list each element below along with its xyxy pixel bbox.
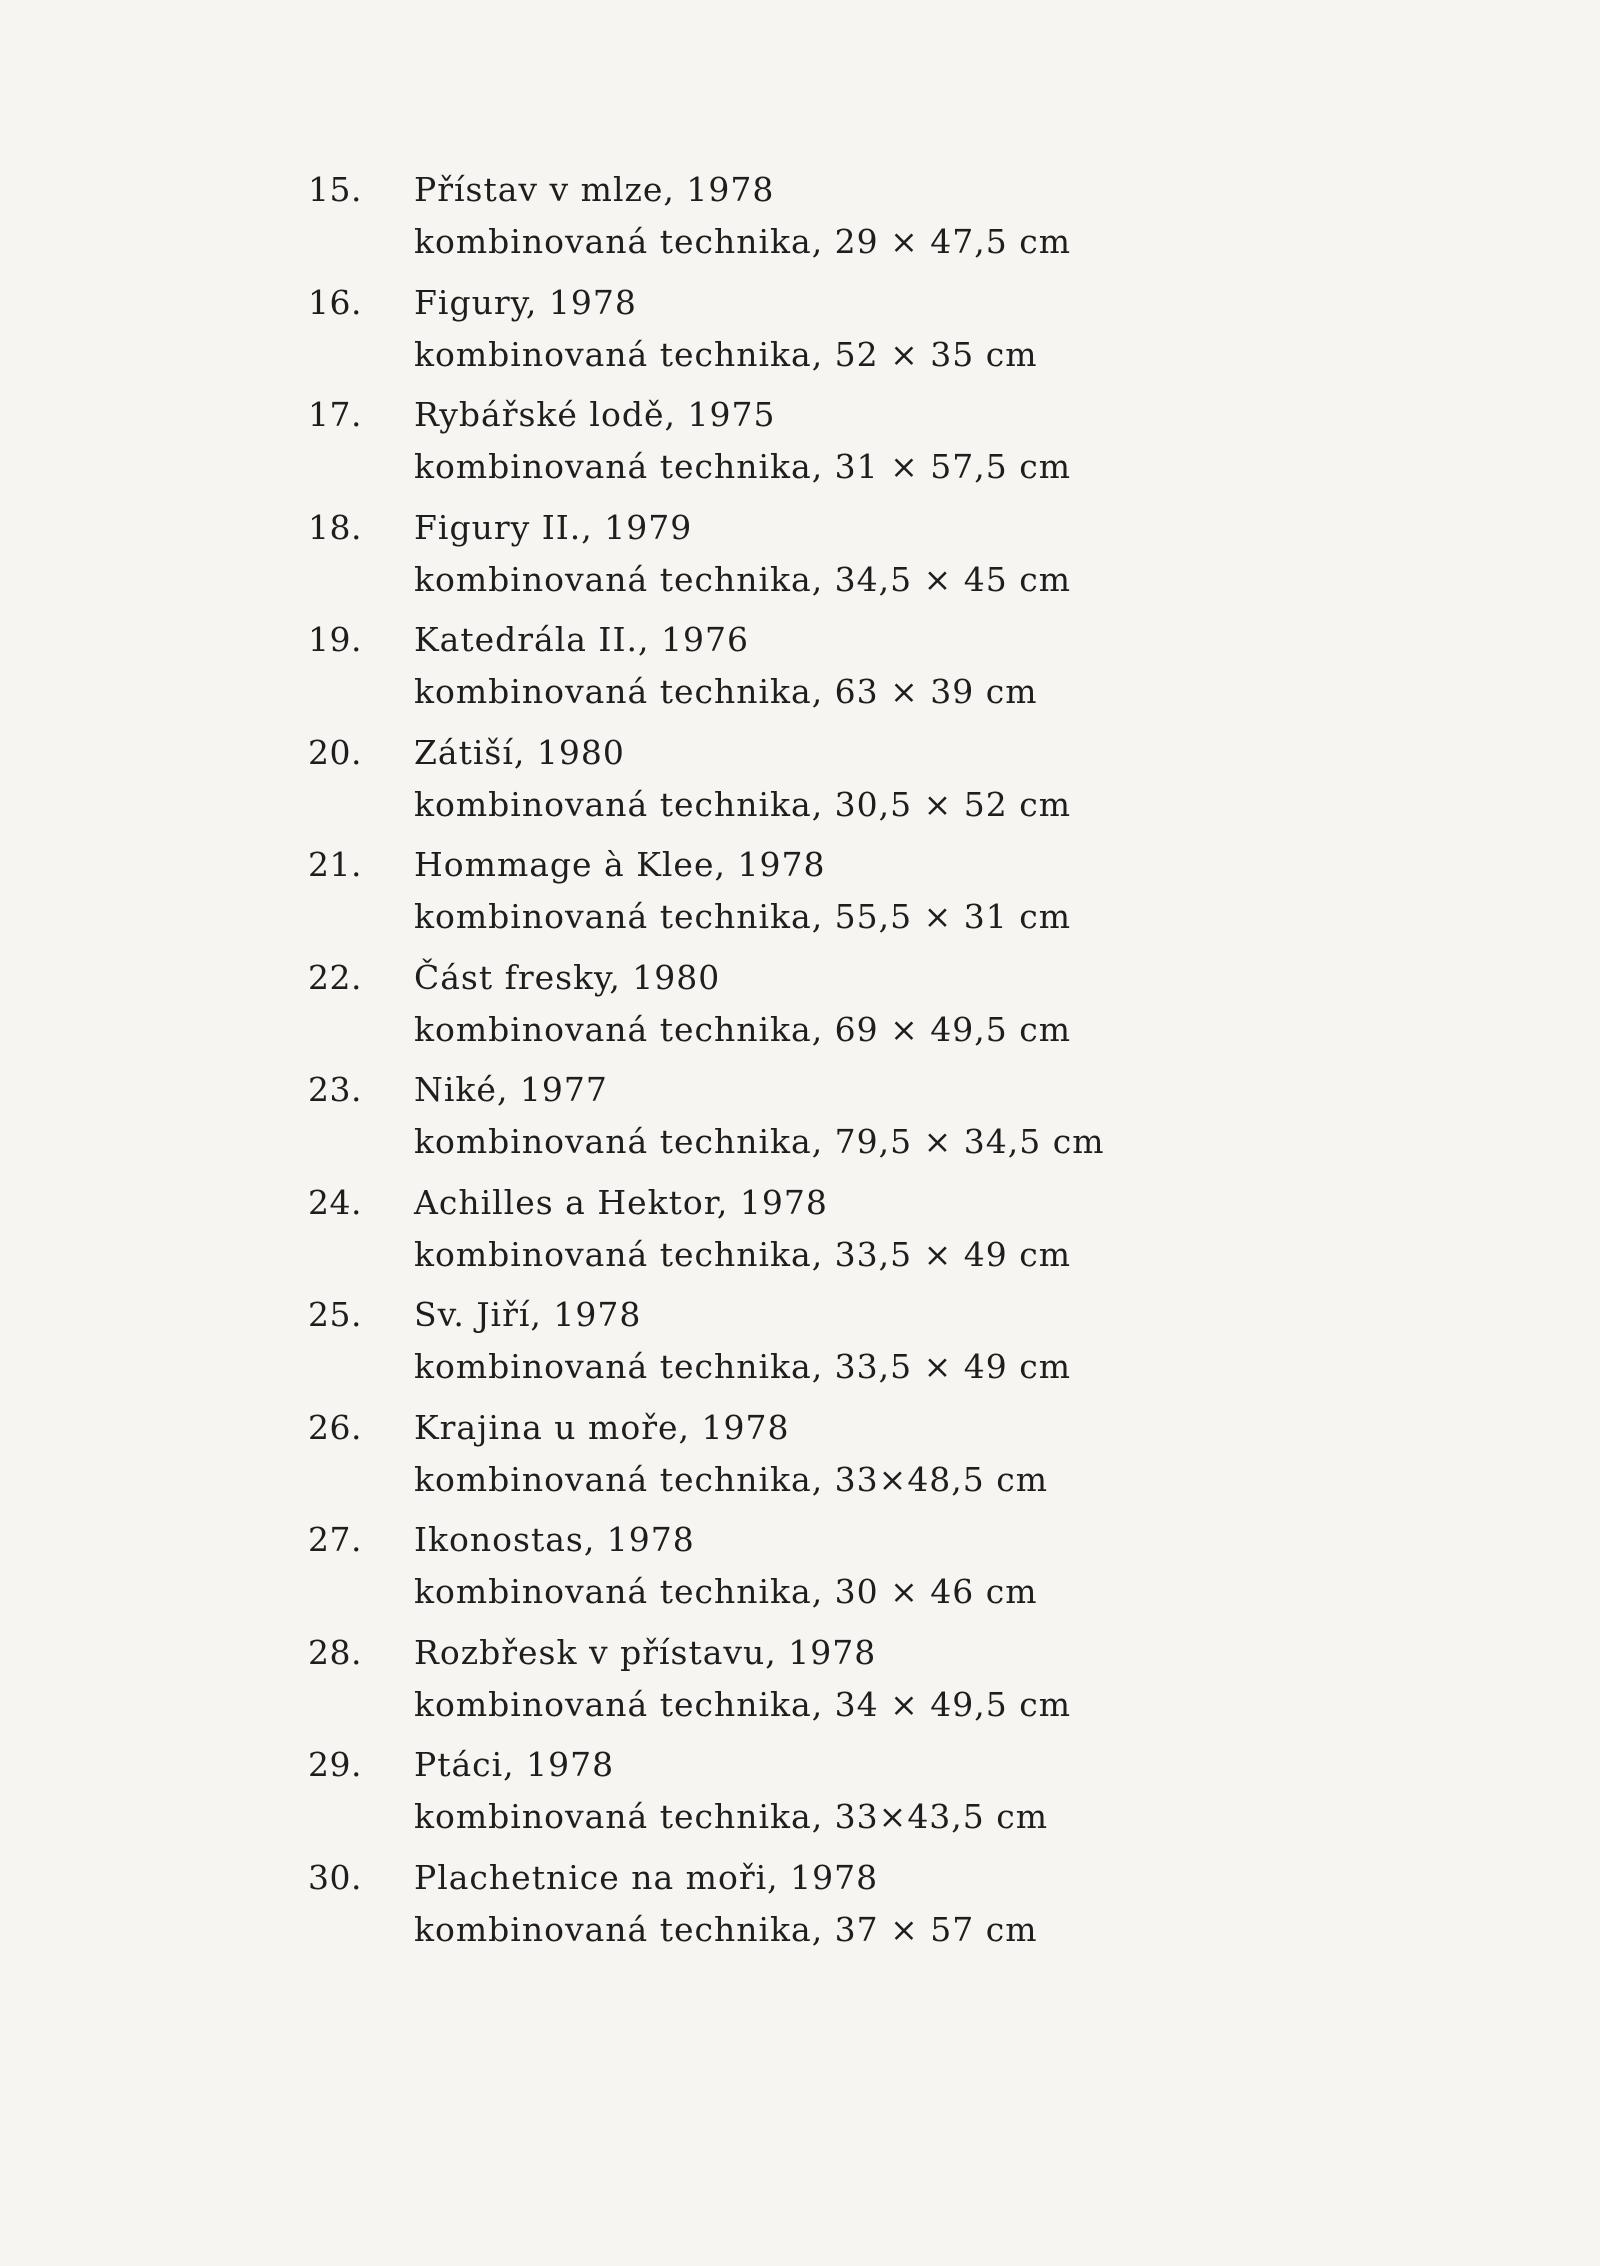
entry-details: kombinovaná technika, 63 × 39 cm (414, 672, 1038, 711)
entry-details: kombinovaná technika, 29 × 47,5 cm (414, 222, 1072, 261)
entry-details: kombinovaná technika, 31 × 57,5 cm (414, 447, 1072, 486)
entry-number: 25. (308, 1295, 362, 1334)
entry-title: Zátiší, 1980 (414, 732, 625, 772)
entry-title: Figury, 1978 (414, 282, 637, 322)
entry-details: kombinovaná technika, 34,5 × 45 cm (414, 559, 1072, 599)
list-item (308, 1403, 1208, 1516)
entry-number: 28. (308, 1632, 362, 1672)
list-item (308, 953, 1208, 1066)
entry-details: kombinovaná technika, 33×43,5 cm (414, 1797, 1049, 1836)
entry-number: 19. (308, 620, 362, 659)
entry-details: kombinovaná technika, 55,5 × 31 cm (414, 897, 1072, 936)
entry-details: kombinovaná technika, 33,5 × 49 cm (414, 1347, 1072, 1386)
entry-details: kombinovaná technika, 33×48,5 cm (414, 1459, 1049, 1499)
entry-title: Ikonostas, 1978 (414, 1520, 695, 1559)
entry-title: Část fresky, 1980 (414, 957, 721, 997)
list-item (308, 1290, 1208, 1403)
entry-number: 30. (308, 1857, 362, 1897)
entry-title: Achilles a Hektor, 1978 (414, 1182, 828, 1222)
entry-number: 26. (308, 1407, 362, 1447)
entry-number: 24. (308, 1182, 362, 1222)
entry-number: 23. (308, 1070, 362, 1109)
entry-number: 22. (308, 957, 362, 997)
list-item (308, 1853, 1208, 1966)
list-item (308, 615, 1208, 728)
entry-number: 16. (308, 282, 362, 322)
artwork-list (308, 165, 1208, 1965)
list-item (308, 1065, 1208, 1178)
entry-title: Figury II., 1979 (414, 507, 693, 547)
list-item (308, 840, 1208, 953)
entry-title: Rozbřesk v přístavu, 1978 (414, 1632, 877, 1672)
entry-details: kombinovaná technika, 30 × 46 cm (414, 1572, 1038, 1611)
entry-number: 21. (308, 845, 362, 884)
list-item (308, 1740, 1208, 1853)
list-item (308, 503, 1208, 616)
list-item (308, 278, 1208, 391)
entry-title: Hommage à Klee, 1978 (414, 845, 826, 884)
list-item (308, 1178, 1208, 1291)
entry-title: Krajina u moře, 1978 (414, 1407, 790, 1447)
entry-details: kombinovaná technika, 33,5 × 49 cm (414, 1234, 1072, 1274)
entry-number: 20. (308, 732, 362, 772)
entry-title: Rybářské lodě, 1975 (414, 395, 776, 434)
entry-details: kombinovaná technika, 79,5 × 34,5 cm (414, 1122, 1105, 1161)
list-item (308, 1628, 1208, 1741)
entry-title: Katedrála II., 1976 (414, 620, 749, 659)
entry-details: kombinovaná technika, 34 × 49,5 cm (414, 1684, 1072, 1724)
entry-number: 15. (308, 170, 362, 209)
entry-title: Plachetnice na moři, 1978 (414, 1857, 879, 1897)
entry-details: kombinovaná technika, 30,5 × 52 cm (414, 784, 1072, 824)
entry-title: Sv. Jiří, 1978 (414, 1295, 642, 1334)
list-item (308, 165, 1208, 278)
entry-details: kombinovaná technika, 52 × 35 cm (414, 334, 1038, 374)
entry-details: kombinovaná technika, 37 × 57 cm (414, 1909, 1038, 1949)
list-item (308, 728, 1208, 841)
entry-number: 17. (308, 395, 362, 434)
entry-title: Ptáci, 1978 (414, 1745, 615, 1784)
entry-number: 27. (308, 1520, 362, 1559)
entry-title: Přístav v mlze, 1978 (414, 170, 775, 209)
entry-title: Niké, 1977 (414, 1070, 608, 1109)
list-item (308, 390, 1208, 503)
entry-details: kombinovaná technika, 69 × 49,5 cm (414, 1009, 1072, 1049)
entry-number: 29. (308, 1745, 362, 1784)
entry-number: 18. (308, 507, 362, 547)
list-item (308, 1515, 1208, 1628)
